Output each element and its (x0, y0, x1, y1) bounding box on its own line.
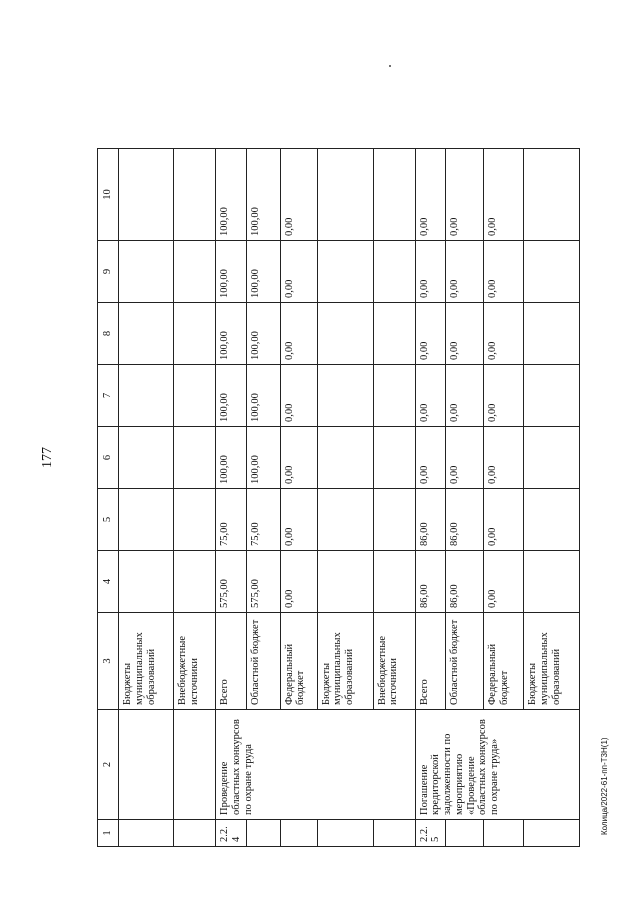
table-cell (524, 303, 580, 365)
table-cell (373, 820, 415, 847)
table-cell: 100,00 (246, 303, 280, 365)
table-cell (317, 303, 373, 365)
table-cell: Внебюджетные источники (174, 613, 216, 710)
table-cell (174, 149, 216, 241)
table-cell (280, 820, 317, 847)
table-cell: 0,00 (280, 365, 317, 427)
table-row (415, 149, 446, 847)
table-cell: 0,00 (415, 241, 446, 303)
table-cell: 0,00 (484, 303, 524, 365)
table-cell (317, 820, 373, 847)
table-cell (119, 365, 174, 427)
table-cell: 86,00 (415, 551, 446, 613)
header-cell: 5 (98, 489, 119, 551)
header-cell: 10 (98, 149, 119, 241)
table-cell: 0,00 (280, 489, 317, 551)
table-cell: 100,00 (216, 149, 247, 241)
table-cell: 0,00 (484, 489, 524, 551)
table-cell (317, 489, 373, 551)
table-cell: 0,00 (280, 427, 317, 489)
page-number: 177 (40, 447, 55, 468)
table-cell: 0,00 (280, 551, 317, 613)
table-cell: Всего (216, 613, 247, 710)
budget-table (97, 148, 580, 847)
header-cell: 9 (98, 241, 119, 303)
table-cell: 86,00 (446, 489, 484, 551)
header-cell: 1 (98, 820, 119, 847)
table-cell (174, 241, 216, 303)
table-cell (174, 365, 216, 427)
table-cell: 86,00 (415, 489, 446, 551)
table-row (216, 149, 247, 847)
header-row (98, 149, 119, 847)
table-cell: 0,00 (415, 365, 446, 427)
table-cell (524, 489, 580, 551)
table-cell (373, 551, 415, 613)
table-cell: Внебюджетные источники (373, 613, 415, 710)
table-cell: 0,00 (484, 365, 524, 427)
table-cell: 575,00 (246, 551, 280, 613)
table-cell: 0,00 (446, 427, 484, 489)
table-cell (119, 303, 174, 365)
table-cell (373, 149, 415, 241)
table-cell (373, 241, 415, 303)
table-row (119, 149, 174, 847)
table-cell: 0,00 (446, 303, 484, 365)
table-cell (174, 710, 216, 820)
header-cell: 4 (98, 551, 119, 613)
table-cell: 75,00 (216, 489, 247, 551)
header-cell: 2 (98, 710, 119, 820)
table-cell: Проведение областных конкурсов по охране труда (216, 710, 416, 820)
table-cell: 0,00 (280, 241, 317, 303)
table-cell: 100,00 (216, 241, 247, 303)
table-cell: 0,00 (446, 365, 484, 427)
table-cell (174, 427, 216, 489)
table-cell: 0,00 (484, 241, 524, 303)
table-cell: 0,00 (484, 427, 524, 489)
table-cell (174, 489, 216, 551)
table-cell: 100,00 (246, 365, 280, 427)
header-cell: 3 (98, 613, 119, 710)
table-cell: Бюджеты муниципальных образований (119, 613, 174, 710)
table-cell (119, 551, 174, 613)
scan-speck (389, 65, 391, 67)
table-cell: 100,00 (246, 149, 280, 241)
table-cell: Погашение кредиторской задолженности по мероприятию «Проведение областных конкурсов по охране труда» (415, 710, 580, 820)
table-cell (373, 365, 415, 427)
table-cell (317, 149, 373, 241)
table-cell (484, 820, 524, 847)
header-cell: 6 (98, 427, 119, 489)
table-cell: 0,00 (280, 303, 317, 365)
table-cell: 100,00 (246, 427, 280, 489)
table-cell: Всего (415, 613, 446, 710)
table-cell: Областной бюджет (446, 613, 484, 710)
header-cell: 8 (98, 303, 119, 365)
table-cell (246, 820, 280, 847)
header-cell: 7 (98, 365, 119, 427)
table-cell: 0,00 (484, 149, 524, 241)
table-cell: 2.2.4 (216, 820, 247, 847)
table-cell (174, 303, 216, 365)
table-cell (119, 241, 174, 303)
table-cell (373, 489, 415, 551)
table-cell: 0,00 (415, 427, 446, 489)
table-cell (373, 427, 415, 489)
table-cell (524, 241, 580, 303)
table-cell (446, 820, 484, 847)
table-cell (524, 365, 580, 427)
table-cell (119, 427, 174, 489)
table-cell: Бюджеты муниципальных образований (317, 613, 373, 710)
table-cell: 100,00 (246, 241, 280, 303)
table-cell: 100,00 (216, 365, 247, 427)
table-cell (524, 427, 580, 489)
document-code: Колица/2022-61-пп-Т3Н(1) (600, 737, 609, 835)
table-cell: 0,00 (415, 303, 446, 365)
table-cell (174, 820, 216, 847)
table-cell: 75,00 (246, 489, 280, 551)
table-cell (317, 365, 373, 427)
table-cell: 0,00 (280, 149, 317, 241)
table-cell: 100,00 (216, 303, 247, 365)
table-row (174, 149, 216, 847)
table-cell: Областной бюджет (246, 613, 280, 710)
table-cell: 575,00 (216, 551, 247, 613)
table-cell (524, 820, 580, 847)
table-cell: 0,00 (484, 551, 524, 613)
table-cell (373, 303, 415, 365)
table-cell (317, 427, 373, 489)
table-cell (119, 710, 174, 820)
table-cell (174, 551, 216, 613)
table-cell (119, 820, 174, 847)
table-cell: 2.2.5 (415, 820, 446, 847)
table-cell (317, 551, 373, 613)
budget-table-container (97, 149, 582, 847)
table-cell (524, 149, 580, 241)
table-cell: 86,00 (446, 551, 484, 613)
table-cell: 0,00 (415, 149, 446, 241)
table-cell (119, 149, 174, 241)
table-cell: 0,00 (446, 241, 484, 303)
table-cell: Бюджеты муниципальных образований (524, 613, 580, 710)
table-cell: Федеральный бюджет (280, 613, 317, 710)
table-cell (317, 241, 373, 303)
table-cell: 0,00 (446, 149, 484, 241)
table-cell (524, 551, 580, 613)
table-cell: 100,00 (216, 427, 247, 489)
table-cell (119, 489, 174, 551)
table-cell: Федеральный бюджет (484, 613, 524, 710)
